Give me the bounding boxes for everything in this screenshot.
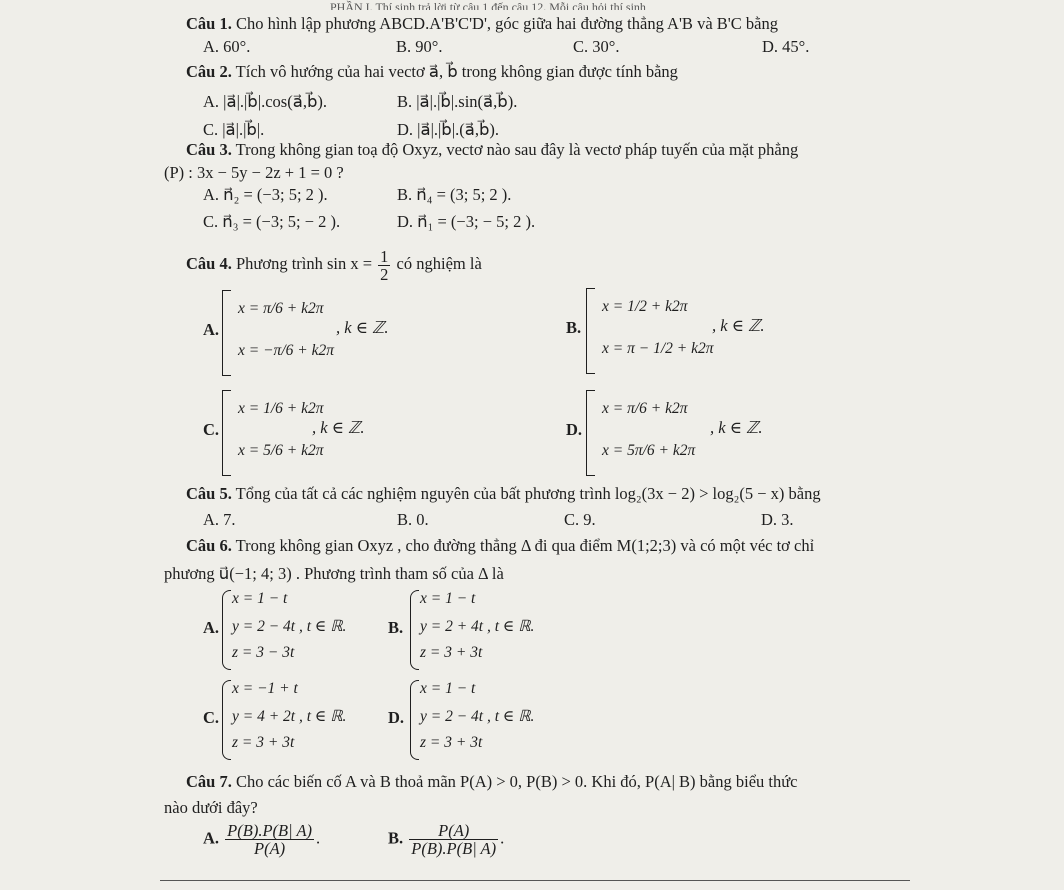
q4-option-c-tail: , k ∈ ℤ. [312, 418, 365, 437]
q4-option-b-system: x = 1/2 + k2π x = π − 1/2 + k2π [586, 288, 746, 374]
question-label: Câu 1. [186, 14, 232, 33]
q6-option-a-system: x = 1 − t y = 2 − 4t , t ∈ ℝ. z = 3 − 3t [222, 590, 372, 670]
q5-option-d: D. 3. [761, 510, 794, 529]
q1-option-a: A. 60°. [203, 37, 251, 56]
q7-option-b: B. $\frac{P(A)}{P(B).P(B| A)}$ . [388, 821, 505, 858]
q2-option-a: A. |a⃗|.|b⃗|.cos(a⃗,b⃗). [203, 92, 328, 111]
q6-option-d-system: x = 1 − t y = 2 − 4t , t ∈ ℝ. z = 3 + 3t [410, 680, 560, 760]
bottom-divider [160, 880, 910, 881]
question-text: Trong không gian Oxyz , cho đường thẳng Δ đi qua điểm M(1;2;3) và có một véc tơ chỉ [235, 536, 815, 555]
q5-option-a: A. 7. [203, 510, 236, 529]
q2-option-b: B. |a⃗|.|b⃗|.sin(a⃗,b⃗). [397, 92, 518, 111]
question-1 [186, 14, 778, 34]
question-3 [186, 140, 798, 160]
q3-option-d: D. n⃗₁ = (−3; − 5; 2 ). [397, 212, 536, 231]
q3-option-b: B. n⃗₄ = (3; 5; 2 ). [397, 185, 512, 204]
question-label: Câu 4. [186, 254, 232, 273]
question-6 [186, 536, 814, 556]
question-label: Câu 2. [186, 62, 232, 81]
question-text: Tích vô hướng của hai vectơ a⃗, b⃗ trong không gian được tính bằng [235, 62, 678, 81]
question-2 [186, 62, 678, 82]
question-label: Câu 7. [186, 772, 232, 791]
q5-option-c: C. 9. [564, 510, 596, 529]
q6-option-b-system: x = 1 − t y = 2 + 4t , t ∈ ℝ. z = 3 + 3t [410, 590, 560, 670]
q1-option-d: D. 45°. [762, 37, 810, 56]
q5-option-b: B. 0. [397, 510, 429, 529]
fraction: $\frac{P(A)}{P(B).P(B| A)}$ [411, 821, 497, 858]
question-label: Câu 6. [186, 536, 232, 555]
q6-option-a-label: A. [203, 618, 220, 637]
q4-option-a-system: x = π/6 + k2π x = −π/6 + k2π [222, 290, 382, 376]
q6-option-b-label: B. [388, 618, 404, 637]
question-5 [186, 484, 821, 504]
question-7-continued: nào dưới đây? [164, 798, 258, 817]
option-label: A. [203, 828, 220, 848]
q1-option-c: C. 30°. [573, 37, 620, 56]
q3-option-a: A. n⃗₂ = (−3; 5; 2 ). [203, 185, 328, 204]
question-label: Câu 3. [186, 140, 232, 159]
fraction: $\frac{1}{2}$ [380, 246, 389, 284]
question-label: Câu 5. [186, 484, 232, 503]
question-text: Cho các biến cố A và B thoả mãn P(A) > 0, P(B) > 0. Khi đó, P(A| B) bằng biểu thức [235, 772, 798, 791]
q6-option-c-label: C. [203, 708, 220, 727]
q1-option-b: B. 90°. [396, 37, 443, 56]
option-label: B. [388, 828, 404, 848]
q2-option-d: D. |a⃗|.|b⃗|.(a⃗,b⃗). [397, 120, 500, 139]
q6-option-c-system: x = −1 + t y = 4 + 2t , t ∈ ℝ. z = 3 + 3t [222, 680, 372, 760]
question-6-direction: phương u⃗(−1; 4; 3) . Phương trình tham số của Δ là [164, 564, 504, 583]
q4-option-c-label: C. [203, 420, 220, 439]
question-text: Tổng của tất cả các nghiệm nguyên của bất phương trình log₂(3x − 2) > log₂(5 − x) bằng [235, 484, 821, 503]
q2-option-c: C. |a⃗|.|b⃗|. [203, 120, 265, 139]
header-fragment: PHẦN I. Thí sinh trả lời từ câu 1 đến câu 12. Mỗi câu hỏi thí sinh [330, 0, 646, 10]
question-text: Trong không gian toạ độ Oxyz, vectơ nào sau đây là vectơ pháp tuyến của mặt phẳng [235, 140, 799, 159]
q4-option-d-tail: , k ∈ ℤ. [710, 418, 763, 437]
q4-option-d-system: x = π/6 + k2π x = 5π/6 + k2π [586, 390, 746, 476]
q4-option-b-tail: , k ∈ ℤ. [712, 316, 765, 335]
question-text: Phương trình sin x = [235, 254, 373, 273]
q6-option-d-label: D. [388, 708, 405, 727]
q4-option-c-system: x = 1/6 + k2π x = 5/6 + k2π [222, 390, 382, 476]
question-text-end: có nghiệm là [396, 254, 482, 273]
question-text: Cho hình lập phương ABCD.A'B'C'D', góc giữa hai đường thẳng A'B và B'C bằng [235, 14, 778, 33]
q3-option-c: C. n⃗₃ = (−3; 5; − 2 ). [203, 212, 341, 231]
question-3-plane: (P) : 3x − 5y − 2z + 1 = 0 ? [164, 163, 344, 182]
question-4 [186, 246, 482, 283]
q7-option-a: A. $\frac{P(B).P(B| A)}{P(A)}$ . [203, 821, 321, 858]
q4-option-d-label: D. [566, 420, 583, 439]
q4-option-a-tail: , k ∈ ℤ. [336, 318, 389, 337]
fraction: $\frac{P(B).P(B| A)}{P(A)}$ [227, 821, 313, 858]
q4-option-b-label: B. [566, 318, 582, 337]
q4-option-a-label: A. [203, 320, 220, 339]
question-7 [186, 772, 798, 792]
